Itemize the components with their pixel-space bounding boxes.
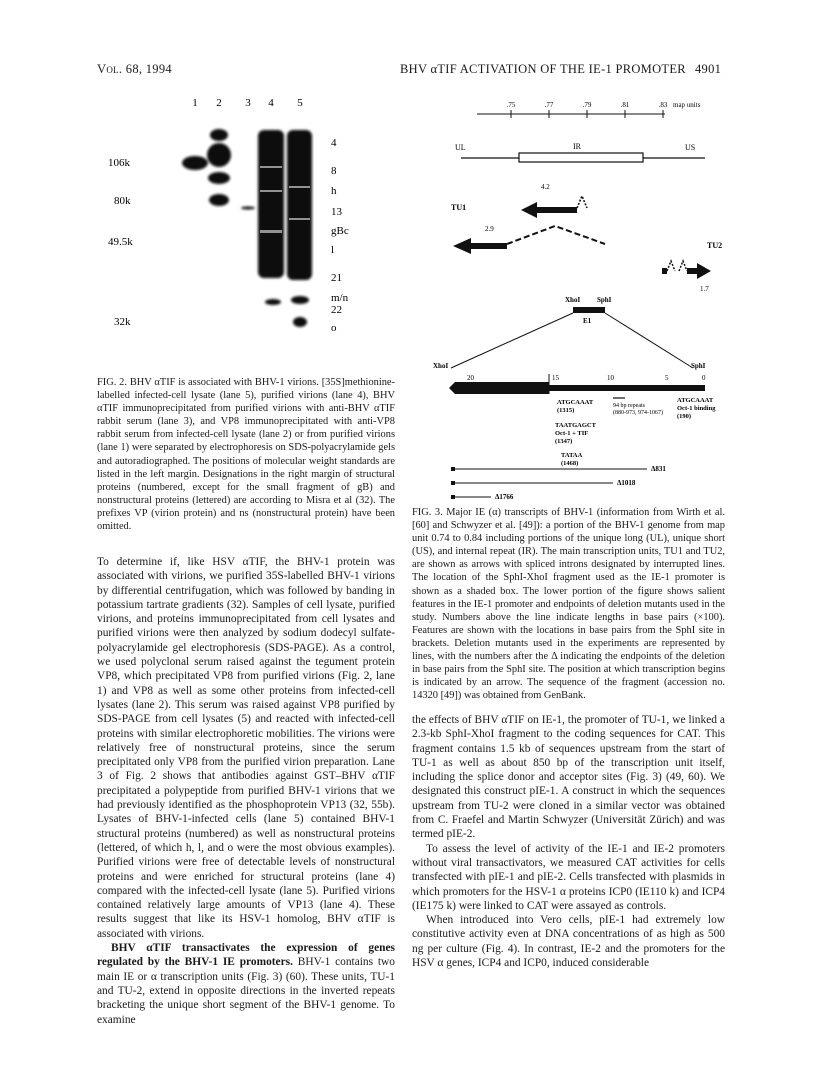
- transcript-size: 1.7: [700, 285, 709, 293]
- feature-line: TAATGAGCT: [555, 422, 596, 429]
- body-text-left: [97, 555, 395, 1027]
- map-unit-tick: .79: [582, 101, 592, 109]
- feature-tataa: [561, 452, 584, 467]
- transcript-size: 2.9: [485, 225, 494, 233]
- gel-band: [207, 143, 231, 167]
- xhoi-bottom-label: XhoI: [433, 362, 449, 370]
- gel-band-gap: [289, 218, 310, 220]
- gel-band: [182, 156, 208, 170]
- protein-label: 13: [331, 206, 342, 218]
- map-unit-tick: .81: [620, 101, 630, 109]
- zoom-line: [451, 313, 573, 368]
- scale-number: 0: [702, 374, 706, 382]
- map-unit-tick: .75: [506, 101, 516, 109]
- paragraph: the effects of BHV αTIF on IE-1, the promoter of TU-1, we linked a 2.3-kb SphI-XhoI fragment to the coding sequences for CAT. This fragment contains 1.5 kb of sequences upstream from the start of TU-1 as well as about 850 bp of the transcription unit itself, including the splice donor and acceptor sites (Fig. 3) (49, 60). We designated this construct pIE-1. A construct in which the sequences upstream from TU-2 were cloned in a similar vector was obtained from C. Fraefel and Martin Schwyzer (Universität Zürich) and was termed pIE-2.: [412, 714, 725, 841]
- figure-3-caption: FIG. 3. Major IE (α) transcripts of BHV-1 (information from Wirth et al. [60] and Schwyzer et al. [49]): a portion of the BHV-1 genome from map unit 0.74 to 0.84 including portions of the unique long (UL), unique short (US), and internal repeat (IR). The main transcription units, TU1 and TU2, are shown as arrows with spliced introns designated by interrupted lines. The location of the SphI-XhoI fragment used as the IE-1 promoter is shown as a shaded box. The lower portion of the figure shows salient features in the IE-1 promoter and endpoints of deletion mutants used in the study. Numbers above the line indicate lengths in base pairs (×100). Features are shown with the locations in base pairs from the SphI site in brackets. Deletion mutants used in the experiments are represented by lines, with the numbers after the Δ indicating the endpoints of the deletion in base pairs from the SphI site. The position at which transcription begins is indicated by an arrow. The sequence of the fragment (accession no. 14320 [49]) was obtained from GenBank.: [412, 507, 726, 702]
- feature-line: (1347): [555, 438, 573, 445]
- paragraph: To assess the level of activity of the IE-1 and IE-2 promoters without viral transactivators, we measured CAT activities for cells transfected with pIE-1 and pIE-2. Cells transfected with plasmids in which promoters for the HSV-1 α proteins ICP0 (IE110 k) and ICP4 (IE175 k) were linked to CAT were assayed as controls.: [412, 842, 725, 912]
- region-label-ir: IR: [573, 142, 581, 151]
- feature-repeats: [613, 403, 663, 416]
- feature-line: (190): [677, 413, 692, 420]
- deletion-label: Δ831: [651, 465, 666, 473]
- protein-label: 22: [331, 304, 342, 316]
- lane-label: 5: [297, 97, 303, 109]
- gel-band: [265, 299, 281, 305]
- protein-label: 4: [331, 137, 337, 149]
- feature-line: Oct-1 + TIF: [555, 430, 588, 437]
- paragraph: BHV αTIF transactivates the expression of genes regulated by the BHV-1 IE promoters. BHV-1 contains two main IE or α transcription units (Fig. 3) (60). These units, TU-1 and TU-2, extend in opposite directions in the inverted repeats bracketing the unique short segment of the BHV-1 genome. To examine: [97, 942, 395, 1026]
- tu1-arrow-42: [521, 202, 577, 218]
- figure-3-genome-map: [415, 96, 740, 501]
- feature-line: TATAA: [561, 452, 582, 459]
- lane-label: 1: [192, 97, 198, 109]
- gel-band: [210, 129, 228, 141]
- paragraph: When introduced into Vero cells, pIE-1 had extremely low constitutive activity even at DNA concentrations of as high as 500 ng per culture (Fig. 4). In contrast, IE-2 and the promoters for the HSV α genes, ICP4 and ICP0, induced considerable: [412, 914, 725, 970]
- gel-band-gap: [260, 230, 282, 233]
- figure-2-gel: [95, 90, 395, 345]
- gel-band: [209, 194, 229, 206]
- protein-label: 8: [331, 165, 337, 177]
- lane-label: 3: [245, 97, 251, 109]
- gel-bands: [182, 129, 312, 327]
- map-unit-tick: .77: [544, 101, 554, 109]
- feature-line: (1468): [561, 460, 579, 467]
- e1-label: E1: [583, 317, 592, 325]
- tu2-introns: [667, 261, 687, 271]
- feature-atgcaaat-1315: [557, 399, 595, 414]
- protein-label: h: [331, 185, 337, 197]
- tu1-label: TU1: [451, 203, 467, 212]
- deletion-label: Δ1766: [495, 493, 514, 501]
- deletion-831-start: [451, 467, 455, 471]
- feature-taatgagct: [555, 422, 597, 445]
- lane-label: 2: [216, 97, 222, 109]
- mw-marker: 32k: [114, 316, 131, 328]
- map-units-label: map units: [673, 101, 701, 109]
- mw-marker: 106k: [108, 157, 130, 169]
- gel-band-gap: [260, 166, 282, 168]
- sphi-bottom-label: SphI: [691, 362, 706, 370]
- tu2-body: [662, 268, 667, 274]
- promoter-bar: [449, 382, 705, 394]
- protein-label: 21: [331, 272, 342, 284]
- protein-label: l: [331, 244, 335, 256]
- map-unit-tick: .83: [658, 101, 668, 109]
- protein-label: gBc: [331, 225, 349, 237]
- scale-number: 5: [665, 374, 669, 382]
- feature-line: (1315): [557, 407, 575, 414]
- scale-number: 20: [467, 374, 474, 382]
- deletion-label: Δ1018: [617, 479, 636, 487]
- ir-box: [519, 153, 643, 162]
- journal-volume: Vol. 68, 1994: [97, 62, 172, 76]
- gel-band: [291, 296, 309, 304]
- region-label-ul: UL: [455, 143, 466, 152]
- xhoi-top-label: XhoI: [565, 296, 581, 304]
- gel-band: [293, 317, 307, 327]
- feature-line: (880-973, 974-1067): [613, 410, 663, 416]
- tu1-arrow-29: [453, 238, 507, 254]
- figure-2-caption: FIG. 2. BHV αTIF is associated with BHV-1 virions. [35S]methionine-labelled infected-cell lysate (lane 5), purified virions (lane 4), BHV αTIF immunoprecipitated from purified virions with anti-BHV αTIF rabbit serum (lane 3), and VP8 immunoprecipitated with anti-VP8 rabbit serum from infected-cell lysate (lane 2) or from purified virions (lane 1) were separated by electrophoresis on SDS-polyacrylamide gels and autoradiographed. The positions of molecular weight standards are listed in the left margin. Designations in the right margin of structural proteins (numbered, except for the small fragment of gB) and nonstructural proteins (lettered) are according to Misra et al (32). The prefixes VP (virion protein) and ns (nonstructural protein) have been omitted.: [97, 377, 395, 533]
- zoom-line: [605, 313, 693, 368]
- scale-number: 10: [607, 374, 614, 382]
- protein-label: o: [331, 322, 337, 334]
- tu2-label: TU2: [707, 241, 723, 250]
- lane-label: 4: [268, 97, 274, 109]
- transcript-size: 4.2: [541, 183, 550, 191]
- gel-band: [241, 207, 255, 210]
- feature-line: ATGCAAAT: [557, 399, 594, 406]
- deletion-1018-start: [451, 481, 455, 485]
- protein-label: m/n: [331, 292, 349, 304]
- gel-band: [208, 172, 230, 184]
- feature-line: ATGCAAAT: [677, 397, 714, 404]
- feature-oct1-binding: [677, 397, 717, 420]
- tu2-arrow: [687, 263, 711, 279]
- tu1-intron: [507, 226, 605, 244]
- paragraph: To determine if, like HSV αTIF, the BHV-1 protein was associated with virions, we purified 35S-labelled BHV-1 virions by differential centrifugation, which was followed by banding in potassium tartrate gradients (32). Samples of cell lysate, purified virions, and proteins immunoprecipitated from cell lysates and purified virions were then analyzed by sodium dodecyl sulfate-polyacrylamide gel electrophoresis (SDS-PAGE). As a control, we used polyclonal serum raised against the tegument protein VP8, which precipitated VP8 from purified virions (Fig. 2, lane 1) and VP8 as well as some other proteins from infected-cell lysates (lane 2). This serum was raised against VP8 purified by SDS-PAGE from cell lysates (5) and reacted with infected-cell proteins with similar electrophoretic mobilities. The virions were relatively free of nonstructural proteins, since the serum precipitated only VP8 from the purified virion preparation. Lane 3 of Fig. 2 shows that antibodies against GST–BHV αTIF precipitated a polypeptide from purified BHV-1 virions that we had previously identified as the phosphoprotein VP13 (32, 55b). Lysates of BHV-1-infected cells (lane 5) contained BHV-1 structural proteins (numbered) as well as nonstructural proteins (lettered, of which h, l, and o were the most obvious examples). Purified virions were free of detectable levels of nonstructural proteins and were enriched for structural proteins (lane 4) compared with the infected-cell lysate (lane 5). Purified virions contained relatively large amounts of VP13 (lane 4). These results suggest that like its HSV-1 homolog, BHV αTIF is associated with virions.: [97, 556, 395, 940]
- tu1-intron: [577, 196, 587, 208]
- mw-marker: 80k: [114, 195, 131, 207]
- feature-line: Oct-1 binding: [677, 405, 716, 412]
- region-label-us: US: [685, 143, 696, 152]
- sphi-top-label: SphI: [597, 296, 612, 304]
- mw-marker: 49.5k: [108, 236, 133, 248]
- deletion-1766-start: [451, 495, 455, 499]
- page-number: 4901: [695, 62, 722, 76]
- gel-band: [258, 130, 284, 278]
- gel-band-gap: [260, 190, 282, 192]
- running-title: BHV αTIF ACTIVATION OF THE IE-1 PROMOTER: [400, 62, 686, 76]
- feature-line: 94 bp repeats: [613, 403, 645, 409]
- e1-fragment: [573, 307, 605, 313]
- scale-number: 15: [552, 374, 559, 382]
- body-text-right: [412, 713, 725, 970]
- gel-band-gap: [289, 186, 310, 188]
- gel-band: [287, 130, 312, 280]
